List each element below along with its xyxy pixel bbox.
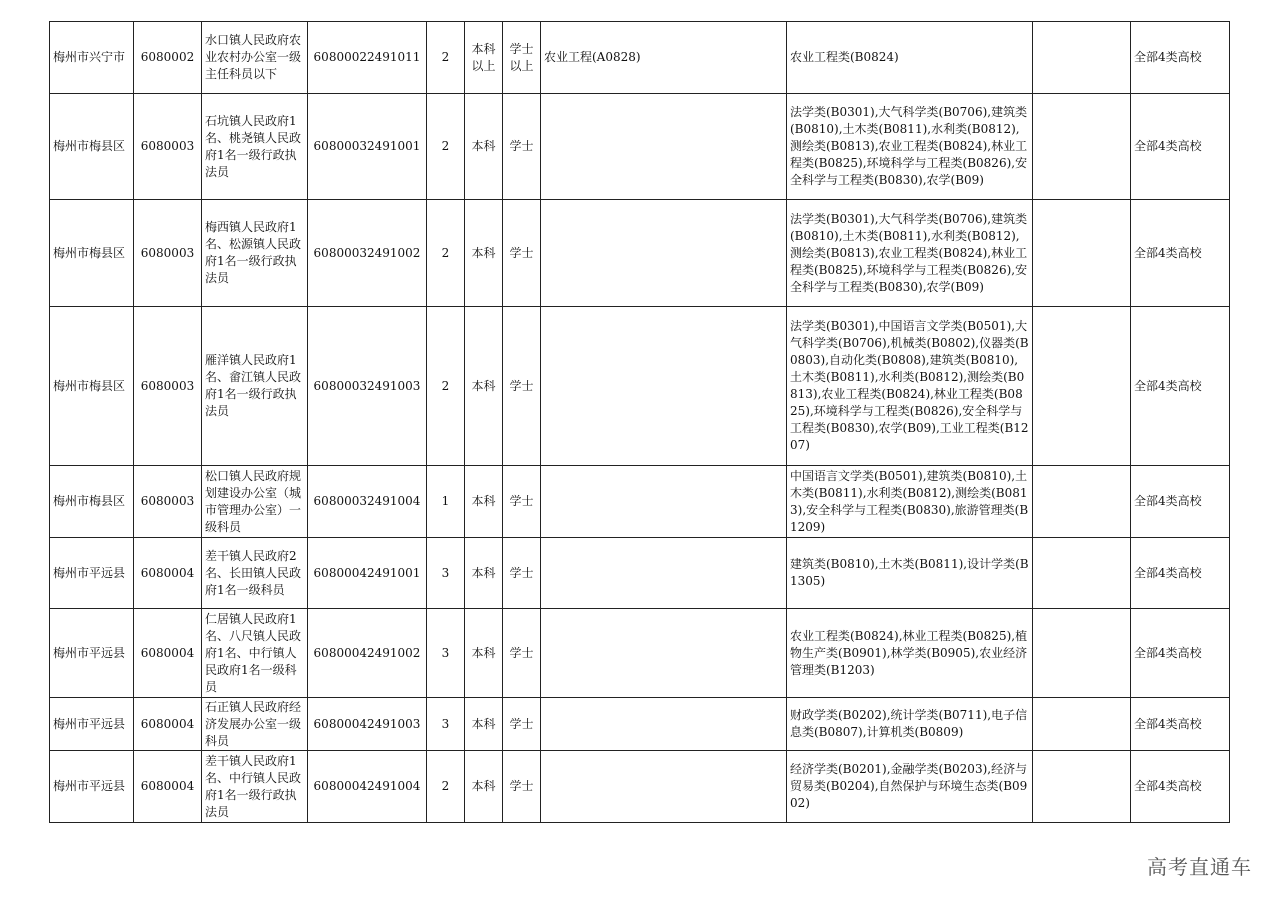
position-cell: 雁洋镇人民政府1名、畲江镇人民政府1名一级行政执法员 (202, 307, 308, 466)
dept-code-cell: 6080004 (134, 609, 202, 698)
table-row (50, 698, 1230, 751)
dept-code-cell: 6080003 (134, 307, 202, 466)
dept-code-cell: 6080004 (134, 698, 202, 751)
other-cell (1033, 94, 1131, 200)
table-row (50, 466, 1230, 538)
major-ug-cell: 农业工程类(B0824),林业工程类(B0825),植物生产类(B0901),林学类(B0905),农业经济管理类(B1203) (787, 609, 1033, 698)
other-cell (1033, 698, 1131, 751)
education-cell: 本科 (465, 94, 503, 200)
major-grad-cell: 农业工程(A0828) (541, 22, 787, 94)
table-row (50, 307, 1230, 466)
position-cell: 石坑镇人民政府1名、桃尧镇人民政府1名一级行政执法员 (202, 94, 308, 200)
dept-code-cell: 6080004 (134, 538, 202, 609)
education-cell: 本科 (465, 466, 503, 538)
position-code-cell: 60800042491001 (308, 538, 427, 609)
major-ug-cell: 中国语言文学类(B0501),建筑类(B0810),土木类(B0811),水利类(B0812),测绘类(B0813),安全科学与工程类(B0830),旅游管理类(B1209) (787, 466, 1033, 538)
major-grad-cell (541, 538, 787, 609)
education-cell: 本科 (465, 538, 503, 609)
region-cell: 梅州市梅县区 (50, 307, 134, 466)
table-row (50, 22, 1230, 94)
degree-cell: 学士 (503, 200, 541, 307)
education-cell: 本科 (465, 200, 503, 307)
major-grad-cell (541, 698, 787, 751)
dept-code-cell: 6080003 (134, 200, 202, 307)
major-grad-cell (541, 751, 787, 823)
education-cell: 本科 (465, 698, 503, 751)
school-cell: 全部4类高校 (1131, 466, 1230, 538)
position-cell: 松口镇人民政府规划建设办公室（城市管理办公室）一级科员 (202, 466, 308, 538)
degree-cell: 学士 (503, 307, 541, 466)
dept-code-cell: 6080003 (134, 94, 202, 200)
other-cell (1033, 466, 1131, 538)
other-cell (1033, 751, 1131, 823)
count-cell: 2 (427, 751, 465, 823)
major-grad-cell (541, 94, 787, 200)
other-cell (1033, 609, 1131, 698)
position-code-cell: 60800042491003 (308, 698, 427, 751)
major-ug-cell: 建筑类(B0810),土木类(B0811),设计学类(B1305) (787, 538, 1033, 609)
table-row (50, 200, 1230, 307)
major-ug-cell: 法学类(B0301),中国语言文学类(B0501),大气科学类(B0706),机械类(B0802),仪器类(B0803),自动化类(B0808),建筑类(B0810),土木类(B0811),水利类(B0812),测绘类(B0813),农业工程类(B0824),林业工程类(B0825),环境科学与工程类(B0826),安全科学与工程类(B0830),农学(B09),工业工程类(B1207) (787, 307, 1033, 466)
major-ug-cell: 农业工程类(B0824) (787, 22, 1033, 94)
education-cell: 本科 (465, 307, 503, 466)
school-cell: 全部4类高校 (1131, 94, 1230, 200)
watermark-text: 高考直通车 (1147, 855, 1252, 879)
major-grad-cell (541, 307, 787, 466)
position-code-cell: 60800032491003 (308, 307, 427, 466)
education-cell: 本科以上 (465, 22, 503, 94)
position-cell: 梅西镇人民政府1名、松源镇人民政府1名一级行政执法员 (202, 200, 308, 307)
count-cell: 2 (427, 94, 465, 200)
count-cell: 3 (427, 538, 465, 609)
education-cell: 本科 (465, 609, 503, 698)
table-row (50, 609, 1230, 698)
region-cell: 梅州市平远县 (50, 609, 134, 698)
school-cell: 全部4类高校 (1131, 609, 1230, 698)
school-cell: 全部4类高校 (1131, 698, 1230, 751)
dept-code-cell: 6080002 (134, 22, 202, 94)
region-cell: 梅州市梅县区 (50, 466, 134, 538)
major-ug-cell: 法学类(B0301),大气科学类(B0706),建筑类(B0810),土木类(B0811),水利类(B0812),测绘类(B0813),农业工程类(B0824),林业工程类(B0825),环境科学与工程类(B0826),安全科学与工程类(B0830),农学(B09) (787, 94, 1033, 200)
count-cell: 3 (427, 698, 465, 751)
region-cell: 梅州市平远县 (50, 698, 134, 751)
count-cell: 1 (427, 466, 465, 538)
position-cell: 石正镇人民政府经济发展办公室一级科员 (202, 698, 308, 751)
degree-cell: 学士 (503, 466, 541, 538)
position-code-cell: 60800042491004 (308, 751, 427, 823)
degree-cell: 学士以上 (503, 22, 541, 94)
major-ug-cell: 财政学类(B0202),统计学类(B0711),电子信息类(B0807),计算机类(B0809) (787, 698, 1033, 751)
major-ug-cell: 法学类(B0301),大气科学类(B0706),建筑类(B0810),土木类(B0811),水利类(B0812),测绘类(B0813),农业工程类(B0824),林业工程类(B0825),环境科学与工程类(B0826),安全科学与工程类(B0830),农学(B09) (787, 200, 1033, 307)
position-cell: 差干镇人民政府2名、长田镇人民政府1名一级科员 (202, 538, 308, 609)
position-code-cell: 60800032491002 (308, 200, 427, 307)
major-grad-cell (541, 466, 787, 538)
other-cell (1033, 307, 1131, 466)
count-cell: 3 (427, 609, 465, 698)
position-code-cell: 60800032491004 (308, 466, 427, 538)
position-code-cell: 60800022491011 (308, 22, 427, 94)
recruitment-table (49, 21, 1230, 823)
table-row (50, 538, 1230, 609)
degree-cell: 学士 (503, 609, 541, 698)
position-cell: 仁居镇人民政府1名、八尺镇人民政府1名、中行镇人民政府1名一级科员 (202, 609, 308, 698)
region-cell: 梅州市兴宁市 (50, 22, 134, 94)
degree-cell: 学士 (503, 538, 541, 609)
other-cell (1033, 200, 1131, 307)
school-cell: 全部4类高校 (1131, 307, 1230, 466)
other-cell (1033, 538, 1131, 609)
count-cell: 2 (427, 307, 465, 466)
count-cell: 2 (427, 22, 465, 94)
dept-code-cell: 6080003 (134, 466, 202, 538)
dept-code-cell: 6080004 (134, 751, 202, 823)
school-cell: 全部4类高校 (1131, 200, 1230, 307)
region-cell: 梅州市梅县区 (50, 94, 134, 200)
major-grad-cell (541, 200, 787, 307)
table-row (50, 751, 1230, 823)
major-ug-cell: 经济学类(B0201),金融学类(B0203),经济与贸易类(B0204),自然保护与环境生态类(B0902) (787, 751, 1033, 823)
table-row (50, 94, 1230, 200)
region-cell: 梅州市梅县区 (50, 200, 134, 307)
position-cell: 水口镇人民政府农业农村办公室一级主任科员以下 (202, 22, 308, 94)
region-cell: 梅州市平远县 (50, 751, 134, 823)
degree-cell: 学士 (503, 751, 541, 823)
position-cell: 差干镇人民政府1名、中行镇人民政府1名一级行政执法员 (202, 751, 308, 823)
count-cell: 2 (427, 200, 465, 307)
degree-cell: 学士 (503, 698, 541, 751)
major-grad-cell (541, 609, 787, 698)
school-cell: 全部4类高校 (1131, 22, 1230, 94)
other-cell (1033, 22, 1131, 94)
school-cell: 全部4类高校 (1131, 751, 1230, 823)
position-code-cell: 60800042491002 (308, 609, 427, 698)
education-cell: 本科 (465, 751, 503, 823)
region-cell: 梅州市平远县 (50, 538, 134, 609)
degree-cell: 学士 (503, 94, 541, 200)
school-cell: 全部4类高校 (1131, 538, 1230, 609)
position-code-cell: 60800032491001 (308, 94, 427, 200)
